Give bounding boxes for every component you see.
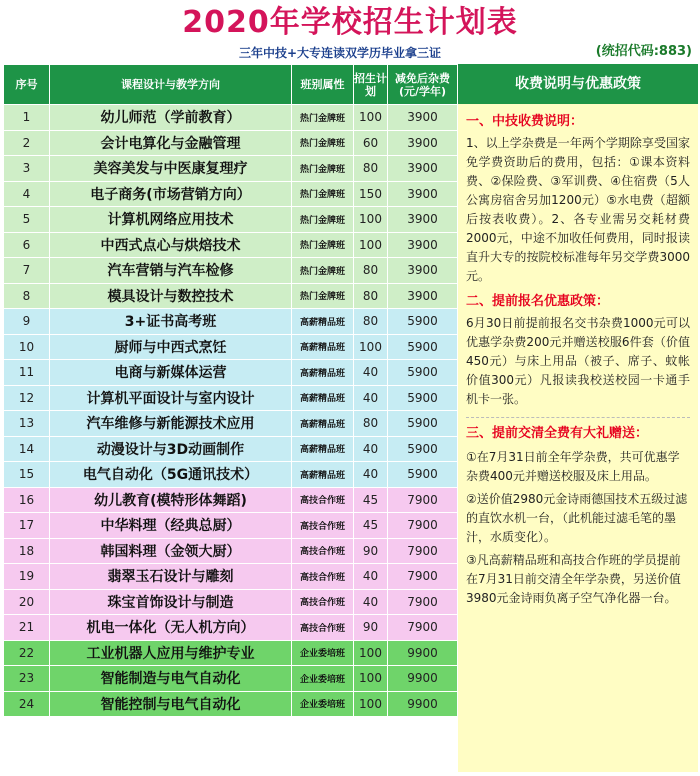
row-number: 4 [4,181,50,207]
class-attribute: 高技合作班 [292,589,354,615]
row-number: 12 [4,385,50,411]
row-number: 9 [4,309,50,335]
row-number: 22 [4,640,50,666]
row-number: 7 [4,258,50,284]
enrollment-plan: 45 [354,513,388,539]
class-attribute: 高薪精品班 [292,436,354,462]
enrollment-plan: 90 [354,615,388,641]
course-name: 汽车维修与新能源技术应用 [50,411,292,437]
policy-panel [458,104,698,772]
col-header-plan: 招生计划 [354,65,388,105]
enrollment-plan: 100 [354,105,388,131]
fee-amount: 7900 [388,513,458,539]
row-number: 10 [4,334,50,360]
row-number: 6 [4,232,50,258]
table-row [4,334,458,360]
class-attribute: 高技合作班 [292,615,354,641]
class-attribute: 热门金牌班 [292,283,354,309]
gift-item: ③凡高薪精品班和高技合作班的学员提前在7月31日前交清全年学杂费，另送价值3980元金诗雨负离子空气净化器一台。 [466,553,681,605]
class-attribute: 企业委培班 [292,691,354,717]
course-name: 翡翠玉石设计与雕刻 [50,564,292,590]
class-attribute: 热门金牌班 [292,130,354,156]
course-name: 幼儿教育(模特形体舞蹈) [50,487,292,513]
table-row [4,181,458,207]
row-number: 21 [4,615,50,641]
fee-section-title: 一、中技收费说明： [466,114,584,129]
enrollment-plan: 100 [354,691,388,717]
row-number: 11 [4,360,50,386]
enrollment-plan: 40 [354,385,388,411]
course-name: 智能制造与电气自动化 [50,666,292,692]
class-attribute: 高技合作班 [292,564,354,590]
course-name: 电子商务(市场营销方向） [50,181,292,207]
class-attribute: 高技合作班 [292,487,354,513]
class-attribute: 高薪精品班 [292,462,354,488]
course-name: 珠宝首饰设计与制造 [50,589,292,615]
table-row [4,283,458,309]
fee-amount: 9900 [388,666,458,692]
course-name: 计算机网络应用技术 [50,207,292,233]
row-number: 8 [4,283,50,309]
fee-amount: 5900 [388,385,458,411]
row-number: 19 [4,564,50,590]
class-attribute: 高薪精品班 [292,385,354,411]
course-name: 电商与新媒体运营 [50,360,292,386]
table-header-row [4,65,458,105]
enrollment-plan: 100 [354,232,388,258]
table-row [4,640,458,666]
class-attribute: 企业委培班 [292,666,354,692]
row-number: 5 [4,207,50,233]
enrollment-plan: 80 [354,258,388,284]
fee-amount: 3900 [388,105,458,131]
row-number: 24 [4,691,50,717]
col-header-course: 课程设计与教学方向 [50,65,292,105]
table-row [4,666,458,692]
class-attribute: 高技合作班 [292,538,354,564]
policy-header: 收费说明与优惠政策 [458,64,698,104]
class-attribute: 热门金牌班 [292,258,354,284]
course-name: 3+证书高考班 [50,309,292,335]
fee-amount: 5900 [388,334,458,360]
row-number: 17 [4,513,50,539]
row-number: 1 [4,105,50,131]
table-row [4,538,458,564]
course-name: 中西式点心与烘焙技术 [50,232,292,258]
enrollment-plan: 100 [354,640,388,666]
row-number: 23 [4,666,50,692]
table-row [4,232,458,258]
table-row [4,589,458,615]
enrollment-code: (统招代码:883) [595,44,692,59]
table-row [4,691,458,717]
gift-item: ②送价值2980元金诗雨德国技术五级过滤的直饮水机一台，（此机能过滤毛笔的墨汁，水质变化）。 [466,492,688,544]
section-divider [466,417,690,608]
course-name: 智能控制与电气自动化 [50,691,292,717]
gift-section-title: 三、提前交清全费有大礼赠送： [466,426,649,441]
table-row [4,462,458,488]
fee-amount: 5900 [388,360,458,386]
fee-section-text: 1、以上学杂费是一年两个学期除享受国家免学费资助后的费用，包括：①课本资料费、②保险费、③军训费、④住宿费（5人公寓房宿舍另加1200元）⑤水电费（超额后按表收费）。2、各专业需另交耗材费2000元，中途不加收任何费用，同时报读直升大专的按院校标准每年另交学费3000元。 [466,136,690,283]
col-header-attr: 班别属性 [292,65,354,105]
fee-amount: 3900 [388,232,458,258]
course-name: 汽车营销与汽车检修 [50,258,292,284]
class-attribute: 高薪精品班 [292,309,354,335]
enrollment-plan: 80 [354,156,388,182]
class-attribute: 热门金牌班 [292,207,354,233]
table-row [4,130,458,156]
fee-amount: 7900 [388,615,458,641]
course-name: 机电一体化（无人机方向） [50,615,292,641]
fee-amount: 9900 [388,691,458,717]
fee-amount: 3900 [388,258,458,284]
enrollment-plan: 40 [354,462,388,488]
fee-amount: 5900 [388,411,458,437]
row-number: 13 [4,411,50,437]
early-signup-title: 二、提前报名优惠政策： [466,294,610,309]
fee-amount: 3900 [388,181,458,207]
row-number: 2 [4,130,50,156]
row-number: 20 [4,589,50,615]
class-attribute: 高薪精品班 [292,334,354,360]
fee-amount: 3900 [388,207,458,233]
enrollment-plan: 80 [354,411,388,437]
fee-amount: 5900 [388,462,458,488]
course-name: 会计电算化与金融管理 [50,130,292,156]
enrollment-plan: 40 [354,436,388,462]
table-row [4,564,458,590]
enrollment-plan: 40 [354,564,388,590]
fee-amount: 9900 [388,640,458,666]
row-number: 16 [4,487,50,513]
fee-amount: 5900 [388,309,458,335]
fee-amount: 3900 [388,130,458,156]
class-attribute: 高薪精品班 [292,360,354,386]
fee-amount: 7900 [388,564,458,590]
enrollment-plan: 100 [354,666,388,692]
fee-amount: 5900 [388,436,458,462]
row-number: 14 [4,436,50,462]
table-row [4,105,458,131]
table-row [4,360,458,386]
row-number: 15 [4,462,50,488]
course-name: 美容美发与中医康复理疗 [50,156,292,182]
gift-item: ①在7月31日前全年学杂费，共可优惠学杂费400元并赠送校服及床上用品。 [466,450,680,483]
table-row [4,309,458,335]
table-row [4,513,458,539]
table-row [4,258,458,284]
class-attribute: 热门金牌班 [292,232,354,258]
fee-amount: 7900 [388,538,458,564]
table-row [4,156,458,182]
enrollment-plan: 150 [354,181,388,207]
table-row [4,385,458,411]
enrollment-plan: 80 [354,309,388,335]
col-header-fee: 减免后杂费(元/学年) [388,65,458,105]
fee-amount: 3900 [388,283,458,309]
enrollment-plan: 40 [354,360,388,386]
table-row [4,615,458,641]
enrollment-plan: 40 [354,589,388,615]
enrollment-plan: 60 [354,130,388,156]
page-subtitle: 三年中技+大专连读双学历毕业拿三证 [238,46,442,60]
course-name: 计算机平面设计与室内设计 [50,385,292,411]
table-row [4,436,458,462]
course-name: 动漫设计与3D动画制作 [50,436,292,462]
page-title: 2020年学校招生计划表 [182,5,518,40]
table-row [4,207,458,233]
table-row [4,487,458,513]
class-attribute: 热门金牌班 [292,105,354,131]
enrollment-plan: 100 [354,334,388,360]
fee-amount: 7900 [388,487,458,513]
class-attribute: 高薪精品班 [292,411,354,437]
enrollment-table [3,64,458,717]
row-number: 3 [4,156,50,182]
class-attribute: 企业委培班 [292,640,354,666]
course-name: 韩国料理（金领大厨） [50,538,292,564]
class-attribute: 热门金牌班 [292,181,354,207]
course-name: 电气自动化（5G通讯技术） [50,462,292,488]
enrollment-plan: 80 [354,283,388,309]
course-name: 厨师与中西式烹饪 [50,334,292,360]
enrollment-plan: 45 [354,487,388,513]
table-body [4,105,458,717]
course-name: 模具设计与数控技术 [50,283,292,309]
enrollment-plan: 90 [354,538,388,564]
fee-amount: 3900 [388,156,458,182]
class-attribute: 高技合作班 [292,513,354,539]
fee-amount: 7900 [388,589,458,615]
course-name: 幼儿师范（学前教育） [50,105,292,131]
class-attribute: 热门金牌班 [292,156,354,182]
enrollment-plan: 100 [354,207,388,233]
col-header-no: 序号 [4,65,50,105]
early-signup-text: 6月30日前提前报名交书杂费1000元可以优惠学杂费200元并赠送校服6件套（价值450元）与床上用品（被子、席子、蚊帐价值300元）凡报读我校送校园一卡通手机卡一张。 [466,316,690,406]
course-name: 中华料理（经典总厨） [50,513,292,539]
row-number: 18 [4,538,50,564]
course-name: 工业机器人应用与维护专业 [50,640,292,666]
table-row [4,411,458,437]
